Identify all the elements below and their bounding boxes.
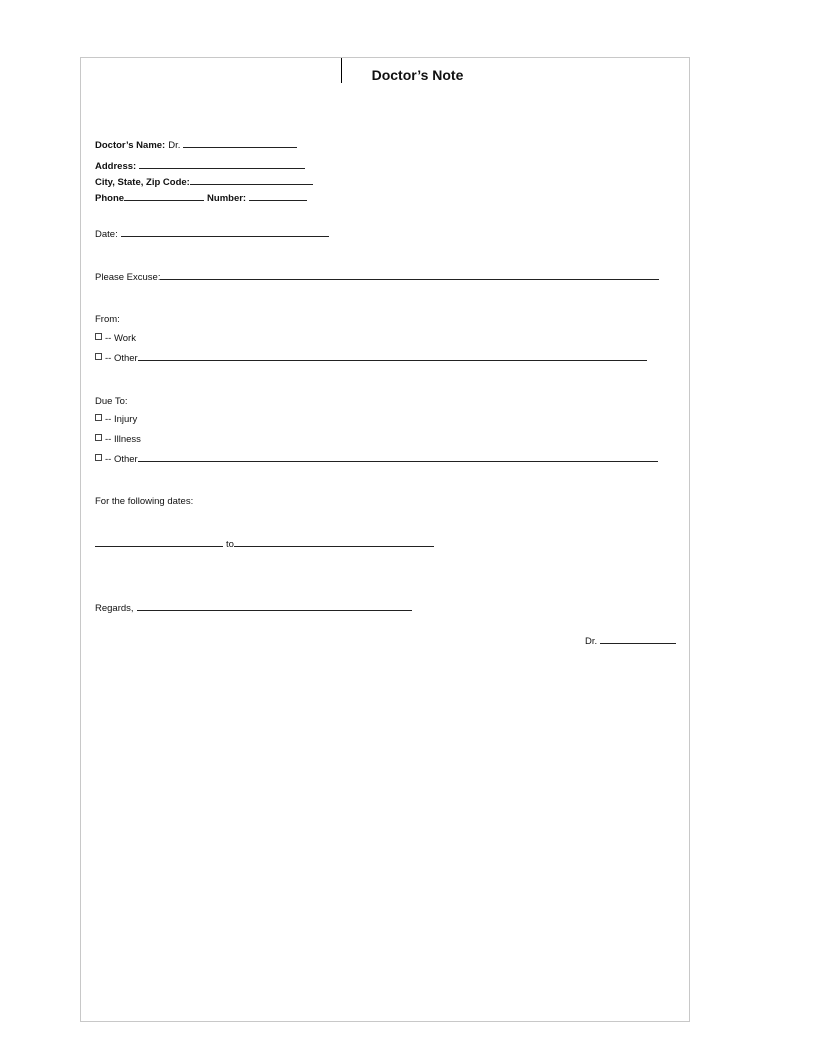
end-date-field[interactable] xyxy=(234,545,434,547)
date-label: Date: xyxy=(95,229,118,240)
excuse-field[interactable] xyxy=(160,278,659,280)
from-heading-row xyxy=(95,313,120,326)
address-label: Address: xyxy=(95,161,137,172)
due-to-label: Due To: xyxy=(95,396,128,407)
address-row xyxy=(95,160,305,173)
regards-label: Regards, xyxy=(95,603,134,614)
from-option-work xyxy=(95,332,136,345)
due-other-field[interactable] xyxy=(138,460,658,462)
doctor-name-field[interactable] xyxy=(183,146,297,148)
work-checkbox[interactable] xyxy=(95,333,102,340)
signature-prefix: Dr. xyxy=(585,636,598,647)
start-date-field[interactable] xyxy=(95,545,223,547)
city-state-zip-label: City, State, Zip Code: xyxy=(95,177,190,188)
due-option-other xyxy=(95,453,658,466)
page-title: Doctor’s Note xyxy=(371,67,464,83)
phone-row xyxy=(95,192,307,205)
signature-name-field[interactable] xyxy=(600,642,676,644)
regards-row xyxy=(95,602,412,615)
injury-option-label: -- Injury xyxy=(105,414,138,425)
from-other-field[interactable] xyxy=(138,359,647,361)
due-to-heading-row xyxy=(95,395,128,408)
excuse-row xyxy=(95,271,659,284)
regards-signature-field[interactable] xyxy=(137,609,412,611)
due-option-illness xyxy=(95,433,141,446)
number-label: Number: xyxy=(207,193,247,204)
phone-label: Phone xyxy=(95,193,125,204)
date-field[interactable] xyxy=(121,235,329,237)
city-row xyxy=(95,176,313,189)
to-label: to xyxy=(226,539,234,550)
doctor-name-label: Doctor’s Name: xyxy=(95,140,166,151)
number-field[interactable] xyxy=(249,199,307,201)
dates-label: For the following dates: xyxy=(95,496,194,507)
dates-heading-row xyxy=(95,495,193,508)
from-other-label: -- Other xyxy=(105,353,138,364)
illness-option-label: -- Illness xyxy=(105,434,141,445)
due-other-checkbox[interactable] xyxy=(95,454,102,461)
injury-checkbox[interactable] xyxy=(95,414,102,421)
doctor-name-row xyxy=(95,139,297,152)
excuse-label: Please Excuse: xyxy=(95,272,161,283)
address-field[interactable] xyxy=(139,167,305,169)
signature-row xyxy=(585,635,676,648)
date-row xyxy=(95,228,329,241)
due-other-label: -- Other xyxy=(105,454,138,465)
from-other-checkbox[interactable] xyxy=(95,353,102,360)
date-range-row xyxy=(95,538,434,551)
work-option-label: -- Work xyxy=(105,333,136,344)
illness-checkbox[interactable] xyxy=(95,434,102,441)
doctor-prefix: Dr. xyxy=(168,140,181,151)
due-option-injury xyxy=(95,413,137,426)
city-state-zip-field[interactable] xyxy=(190,183,313,185)
phone-field[interactable] xyxy=(124,199,204,201)
from-label: From: xyxy=(95,314,120,325)
from-option-other xyxy=(95,352,647,365)
